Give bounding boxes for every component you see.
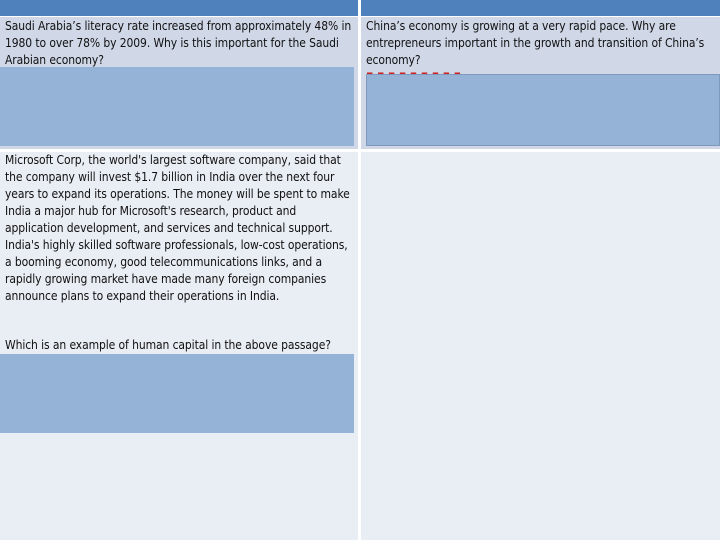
table-header-right [361, 0, 720, 16]
saudi-question-text: Saudi Arabia’s literacy rate increased from approximately 48% in 1980 to over 78% by 2009. Why is this important for the Saudi Arabian economy? [5, 19, 352, 67]
china-question-text: China’s economy is growing at a very rapid pace. Why are entrepreneurs important in the growth and transition of China’s economy? [366, 19, 705, 67]
table-header-left [0, 0, 358, 16]
answer-cover-china[interactable] [366, 74, 720, 146]
answer-cover-saudi[interactable] [0, 67, 354, 146]
human-capital-question-text: Which is an example of human capital in the above passage? [5, 338, 331, 352]
empty-cell [361, 152, 720, 540]
answer-cover-microsoft[interactable] [0, 354, 354, 433]
microsoft-passage-text: Microsoft Corp, the world's largest software company, said that the company will invest $1.7 billion in India over the next four years to expand its operations. The money will be spent to make India a major hub for Microsoft's research, product and application development, and services and technical support. India's highly skilled software professionals, low-cost operations, a booming economy, good telecommunications links, and a rapidly growing market have made many foreign companies announce plans to expand their operations in India. [5, 153, 350, 303]
